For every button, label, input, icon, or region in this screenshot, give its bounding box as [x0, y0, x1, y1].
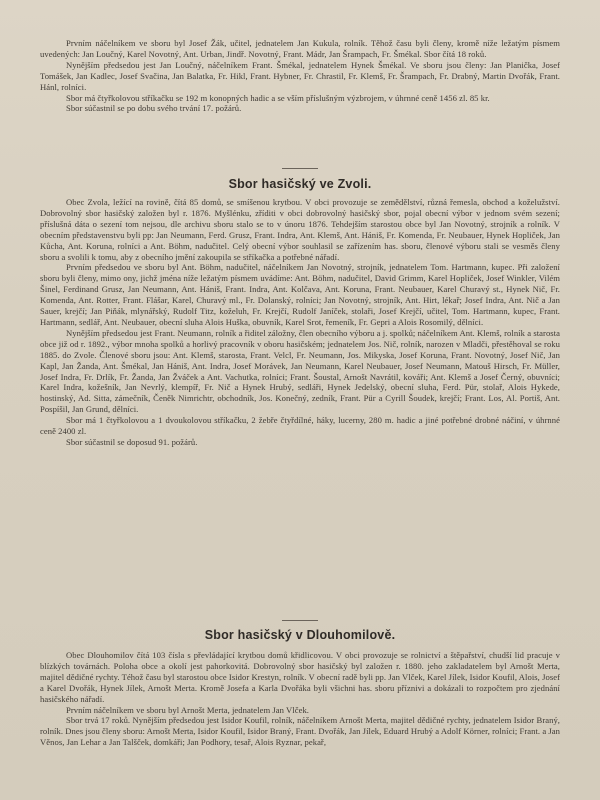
paragraph: Prvním náčelníkem ve sboru byl Arnošt Merta, jednatelem Jan Vlček. — [66, 704, 309, 715]
paragraph: Sbor trvá 17 roků. Nynějším předsedou jest Isidor Koufil, rolník, náčelníkem Arnošt Merta, majitel dědičné rychty, jednatelem Isidor Braný, rolník. Dnes jsou členy sboru: Arnošt Merta, Isidor Koufil, Isidor Braný, Frant. Dvořák, Jan Jílek, Eduard Hrubý a Adolf Körner, rolníci; Frant. a Jan Věnos, Jan Lehar a Jan Talšček, domkáři; Jan Podhory, tesař, Alois Ryznar, pekař, — [40, 715, 560, 748]
section-heading-zvole: Sbor hasičský ve Zvoli. — [228, 177, 372, 191]
section-dlouhomilov — [40, 650, 560, 748]
paragraph: Sbor súčastnil se po dobu svého trvání 17. požárů. — [66, 103, 242, 114]
section-divider — [282, 620, 318, 621]
paragraph: Nynějším předsedou jest Jan Loučný, náčelníkem Frant. Šmékal, jednatelem Hynek Šmékal. Ve sboru jsou členy: Jan Planička, Josef Tomášek, Jan Kadlec, Josef Svačina, Jan Balatka, Fr. Hikl, Frant. Hybner, Fr. Chrastil, Fr. Klemš, Fr. Šrampach, Fr. Drabný, Martin Dvořák, Frant. Hánl, rolníci. — [40, 59, 560, 92]
paragraph: Sbor má čtyřkolovou stříkačku se 192 m konopných hadic a se vším příslušným výzbrojem, v úhrnné ceně 1456 zl. 85 kr. — [66, 92, 490, 103]
paragraph: Nynějším předsedou jest Frant. Neumann, rolník a řiditel záložny, člen obecního výboru a j. spolků; náčelníkem Ant. Klemš, rolník a starosta obce již od r. 1892., výbor mnoha spolků a horlivý pracovník v oboru hasičském; jednatelem Jos. Nič, rolník, narozen v Mladči, přestěhoval se roku 1885. do Zvole. Členové sboru jsou: Ant. Klemš, starosta, Frant. Velcl, Fr. Neumann, Jos. Mikyska, Josef Koruna, Frant. Novotný, Josef Nič, Jan Kapl, Jan Žanda, Ant. Šmékal, Jan Hániš, Ant. Indra, Josef Morávek, Jan Neumann, Karel Neubauer, Josef Neumann, Matouš Hirsch, Fr. Müller, Josef Indra, Fr. Drlík, Fr. Žanda, Jan Žváček a Ant. Vachutka, rolníci; Frant. Šoustal, Arnošt Navrátil, kováři; Ant. Klemš a Josef Černý, obuvníci; Karel Indra, kožešník, Jan Nevrlý, klempíř, Fr. Nič a Hynek Hrubý, sedláři, Hynek Jedelský, obecní sluha, Ferd. Pür, stolař, Alois Hykede, hostinský, Ad. Sitta, zámečník, Čeněk Nimrichtr, obchodník, Jos. Konečný, zedník, Frant. Pür a Cyrill Šoudek, krejčí; Frant. Los, Al. Portiš, Ant. Pospíšil, Jan Grund, dělníci. — [40, 327, 560, 415]
section-prior-fire-brigade — [40, 38, 560, 114]
section-divider — [282, 168, 318, 169]
paragraph: Prvním předsedou ve sboru byl Ant. Böhm, nadučitel, náčelníkem Jan Novotný, strojník, jednatelem Tom. Hartmann, kupec. Při založení sboru byli členy, mimo ony, jichž jména níže ležatým písmem uvádíme: Ant. Böhm, nadučitel, David Grimm, Karel Hopliček, Josef Winkler, Vilém Šinel, Ferdinand Grusz, Jan Neumann, Ant. Hániš, Frant. Indra, Ant. Kolčava, Ant. Koruna, Frant. Neubauer, Karel Churavý st., Hynek Nič, Fr. Komenda, Ant. Rotter, Frant. Flášar, Karel, Churavý ml., Fr. Dolanský, rolníci; Jan Novotný, strojník, Ant. Hirt, lékař; Josef Indra, Ant. Nič a Jan Sauer, krejčí; Jan Piňák, mlynářský, Rudolf Titz, koželuh, Fr. Krejčí, Rudolf Janíček, stolaři, Josef Krejčí, učitel, Tom. Hartmann, kupec, Frant. Hartmann, sedlář, Ant. Neubauer, obecní sluha Alois Huška, obuvník, Karel Srot, řemeník, Fr. Gepri a Alois Rosomilý, dělníci. — [40, 262, 560, 327]
paragraph: Obec Dlouhomilov čítá 103 čísla s převládající krytbou domů křidlicovou. V obci provozuje se rolnictví a štěpařství, chudší lid pracuje v blízkých továrnách. Poloha obce a okolí jest pahorkovitá. Dobrovolný sbor hasičský byl založen r. 1880. jeho zakladatelem byl Arnošt Merta, majitel dědičné rychty. Téhož času byl starostou obce Isidor Krestyn, rolník. V obecní radě byli pp. Jan Vlček, Karel Jílek, Isidor Koufil, Alois, Josef a Karel Dvořák, Hynek Jílek, Arnošt Merta. Kromě Josefa a Karla Dvořáka byli všichni has. sboru příznivi a dokázali to rozpočtem pro zjednání hasičského nářadí. — [40, 650, 560, 704]
section-zvole — [40, 197, 560, 448]
section-heading-dlouhomilov: Sbor hasičský v Dlouhomilově. — [204, 628, 396, 642]
paragraph: Sbor súčastnil se doposud 91. požárů. — [66, 436, 198, 447]
paragraph: Sbor má 1 čtyřkolovou a 1 dvoukolovou stříkačku, 2 žebře čtyřdílné, háky, lucerny, 280 m. hadic a jiné potřebné drobné náčiní, v úhrnné ceně 2400 zl. — [40, 415, 560, 437]
paragraph: Prvním náčelníkem ve sboru byl Josef Žák, učitel, jednatelem Jan Kukula, rolník. Těhož času byli členy, kromě níže ležatým písmem uvedených: Jan Loučný, Karel Novotný, Ant. Urban, Jindř. Novotný, Frant. Mádr, Jan Šrampach, Fr. Šmékal. Sbor čítá 18 roků. — [40, 38, 560, 59]
paragraph: Obec Zvola, ležící na rovině, čítá 85 domů, se smíšenou krytbou. V obci provozuje se zemědělství, různá řemesla, obchod a koželužství. Dobrovolný sbor hasičský založen byl r. 1876. Myšlénku, zříditi v obci dobrovolný hasičský sbor, pojal obecní výbor v jednom svém sezení; příslušná dáta o sezení tom nejsou, dle archivu sboru stalo se to v únoru 1876. Tehdejším starostou obce byl Jan Novotný, strojník a rolník. V obecním představenstvu byli pp: Jan Neumann, Ferd. Grusz, Frant. Indra, Ant. Klemš, Ant. Hániš, Fr. Komenda, Fr. Neubauer, Hynek Hopliček, Jan Kůcha, Ant. Koruna, rolníci a Ant. Böhm, nadučitel. Celý obecní výbor souhlasil se zařízením has. sboru, členové výboru stali se vesměs členy sboru a svolili k tomu, aby z obecního jmění zakoupila se stříkačka a potřebné nářadí. — [40, 197, 560, 262]
